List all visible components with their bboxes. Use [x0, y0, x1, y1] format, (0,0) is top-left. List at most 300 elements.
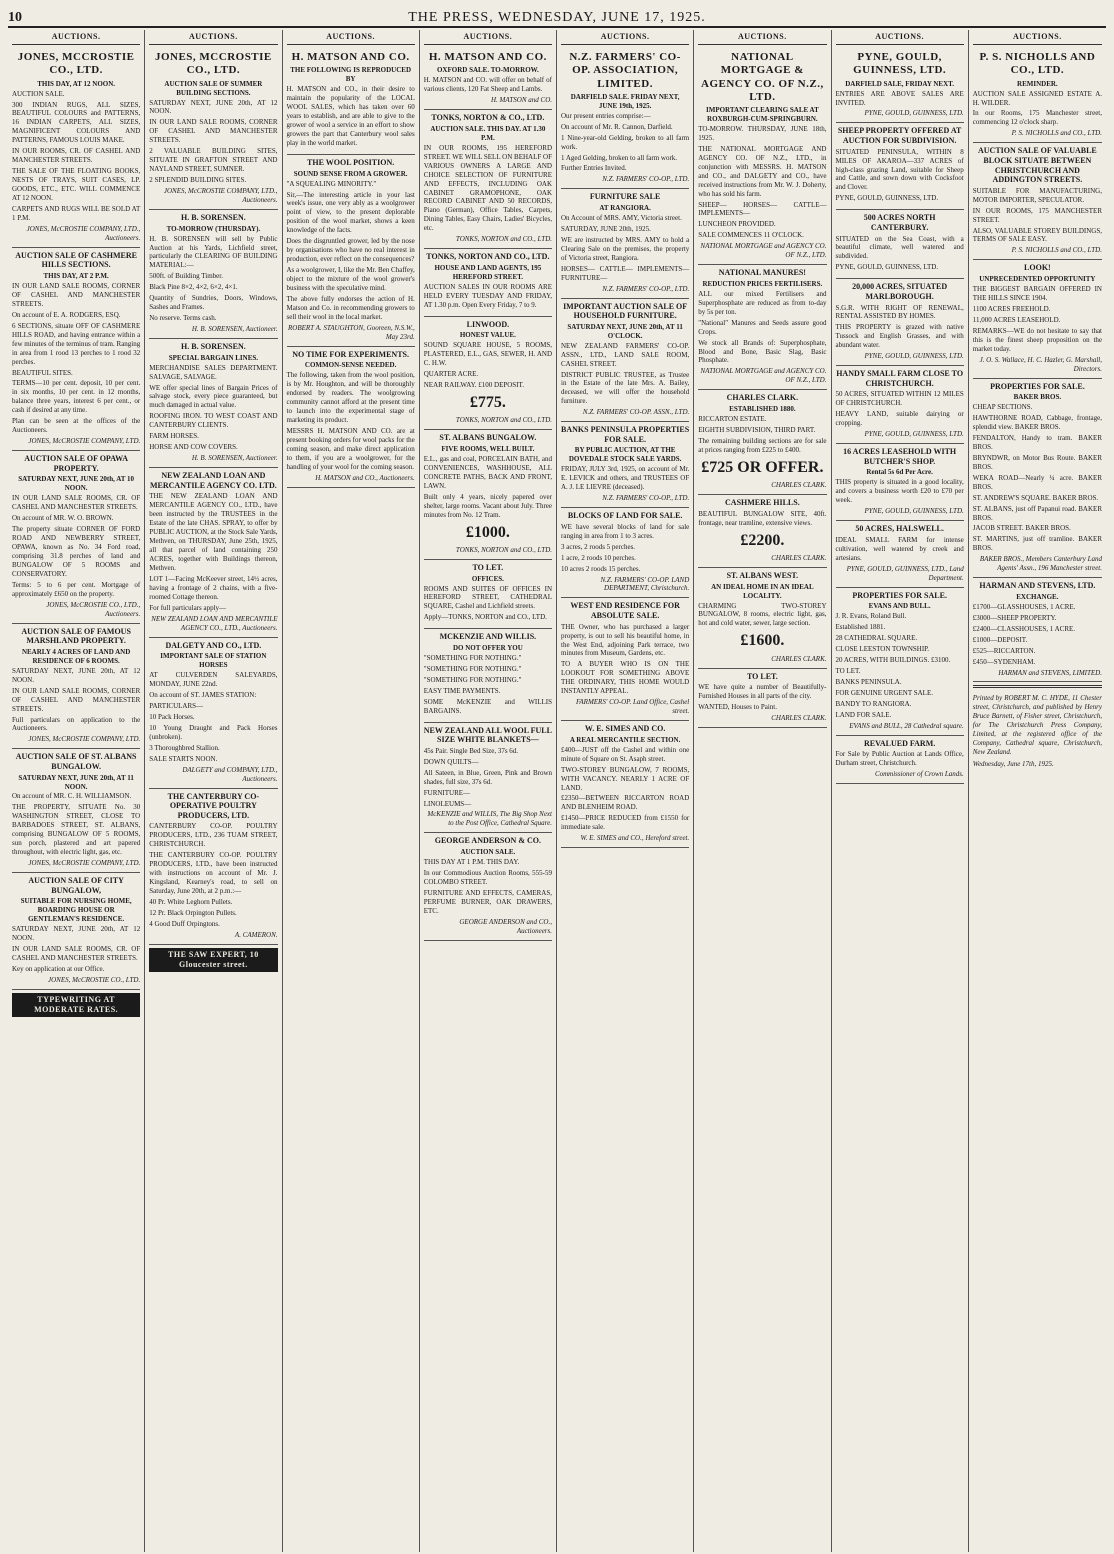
ad-paragraph: E.L., gas and coal, PORCELAIN BATH, and CONVENIENCES, WASHHOUSE, ALL CONCRETE PATHS, BACK AND FRONT, LAWN. — [423, 454, 552, 490]
ad-signature: NEW ZEALAND LOAN AND MERCANTILE AGENCY CO., LTD., Auctioneers. — [151, 614, 278, 632]
advertisement — [561, 508, 689, 598]
ad-subheading: BAKER BROS. — [1013, 393, 1062, 402]
ad-paragraph: CLOSE LEESTON TOWNSHIP. — [835, 644, 930, 653]
ad-paragraph: THE Owner, who has purchased a larger property, is out to sell his beautiful home, in the West End, adjoining Park terrace, two minutes from Museum, Gardens, etc. — [561, 622, 690, 658]
ad-subheading: UNPRECEDENTED OPPORTUNITY — [979, 274, 1096, 283]
ad-signature: EVANS and BULL, 28 Cathedral square. — [849, 721, 964, 730]
ad-subheading: IMPORTANT SALE OF STATION HORSES — [160, 652, 267, 670]
ad-paragraph: 11,000 ACRES LEASEHOLD. — [972, 315, 1061, 324]
ad-paragraph: £3000—SHEEP PROPERTY. — [972, 613, 1057, 622]
ad-subheading: DO NOT OFFER YOU — [452, 643, 523, 652]
ad-subheading: REMINDER. — [1017, 79, 1058, 88]
ad-paragraph: IN OUR LAND SALE ROOMS, CR. OF CASHEL AND MANCHESTER STREETS. — [12, 945, 141, 962]
ad-heading: N.Z. FARMERS' CO-OP. ASSOCIATION, LIMITED. — [569, 51, 681, 90]
ad-paragraph: THE PROPERTY, SITUATE No. 30 WASHINGTON STREET, CLOSE TO BARBADOES STREET, ST. ALBANS, comprising BUNGALOW OF 5 ROOMS, sun porch, plastered and art papered throughout, with electric light, gas, etc. — [12, 803, 141, 857]
ad-paragraph: IN OUR LAND SALE ROOMS, CORNER OF CASHEL AND MANCHESTER STREETS. — [12, 281, 141, 308]
ad-paragraph: S.G.R. WITH RIGHT OF RENEWAL, RENTAL ASSISTED BY HOMES. — [835, 303, 964, 321]
ad-signature: HARMAN and STEVENS, LIMITED. — [998, 668, 1102, 677]
ad-paragraph: TO A BUYER WHO IS ON THE LOOKOUT FOR SOMETHING ABOVE THE ORDINARY, THIS HOME WOULD INSTANTLY APPEAL. — [561, 660, 690, 696]
advertisement — [149, 789, 277, 945]
advertisement — [149, 638, 277, 789]
ad-heading: LINWOOD. — [466, 319, 510, 329]
ad-paragraph: 1100 ACRES FREEHOLD. — [972, 304, 1051, 313]
ad-signature: TONKS, NORTON and CO., LTD. — [455, 416, 552, 425]
ad-paragraph: WE offer special lines of Bargain Prices of salvage stock, every piece guaranteed, but much damaged in actual value. — [149, 383, 278, 410]
ad-heading: BANKS PENINSULA PROPERTIES FOR SALE. — [561, 425, 690, 444]
ad-paragraph: 4 Good Duff Orpingtons. — [149, 919, 220, 928]
ad-heading: THE CANTERBURY CO-OPERATIVE POULTRY PRODUCERS, LTD. — [167, 791, 260, 820]
advertisement — [698, 568, 826, 669]
ad-paragraph: EASY TIME PAYMENTS. — [423, 686, 501, 695]
ad-paragraph: THE CANTERBURY CO-OP. POULTRY PRODUCERS, LTD., have been instructed with instructions on account of Mr. J. Kingsland, Kearney's road, to sell on Saturday, June 20th, at 2 p.m.:— — [149, 851, 278, 896]
ad-signature: P. S. NICHOLLS and CO., LTD. — [1011, 129, 1102, 138]
ad-paragraph: NEAR RAILWAY. £100 DEPOSIT. — [423, 380, 525, 389]
ad-price: £725 OR OFFER. — [701, 458, 824, 476]
ad-paragraph: Terms: 5 to 6 per cent. Mortgage of approximately £650 on the property. — [12, 580, 141, 598]
ad-paragraph: IN OUR LAND SALE ROOMS, CORNER OF CASHEL AND MANCHESTER STREETS. — [12, 686, 141, 713]
advertisement — [424, 430, 552, 560]
ad-paragraph: RICCARTON ESTATE. — [698, 414, 767, 423]
ad-paragraph: IN OUR LAND SALE ROOMS, CR. OF CASHEL AND MANCHESTER STREETS. — [12, 494, 141, 512]
column-6 — [694, 30, 831, 1552]
advertisement — [424, 249, 552, 316]
ad-heading: W. E. SIMES AND CO. — [584, 724, 666, 734]
ad-paragraph: £400—JUST off the Cashel and within one minute of Square on St. Asaph street. — [561, 745, 690, 763]
ad-paragraph: Full particulars on application to the Auctioneers. — [12, 715, 141, 733]
ad-paragraph: AUCTION SALE ASSIGNED ESTATE A. H. WILDER. — [972, 89, 1102, 107]
ad-subheading: OFFICES. — [471, 574, 504, 583]
ad-heading: WEST END RESIDENCE FOR ABSOLUTE SALE. — [570, 601, 680, 621]
ad-paragraph: AUCTION SALE. — [12, 89, 65, 98]
ad-paragraph: Key on application at our Office. — [12, 964, 105, 973]
ad-paragraph: BANKS PENINSULA. — [835, 677, 902, 686]
ad-paragraph: EIGHTH SUBDIVISION, THIRD PART. — [698, 425, 816, 434]
ad-paragraph: TERMS—10 per cent. deposit, 10 per cent. in six months, 10 per cent. in 12 months, balance three years, interest 6 per cent., or cash if desired at any time. — [12, 379, 141, 415]
ad-paragraph: Does the disgruntled grower, led by the nose by organisations who have no real interest in production, ever reflect on the consequences? — [286, 237, 415, 264]
ad-paragraph: £2350—BETWEEN RICCARTON ROAD AND BLENHEIM ROAD. — [561, 794, 690, 812]
ad-signature: Commissioner of Crown Lands. — [874, 770, 964, 779]
ad-paragraph: 40 Pr. White Leghorn Pullets. — [149, 898, 233, 907]
ad-heading: ST. ALBANS WEST. — [726, 571, 799, 581]
ad-signature: W. E. SIMES and CO., Hereford street. — [580, 834, 690, 843]
ad-signature: JONES, McCROSTIE CO., LTD., Auctioneers. — [46, 600, 141, 618]
ad-signature: BAKER BROS., Members Canterbury Land Agents' Assn., 196 Manchester street. — [979, 555, 1102, 573]
column-3 — [283, 30, 420, 1552]
ad-paragraph: WE are instructed by MRS. AMY to hold a Clearing Sale on the premises, the property of Victoria street, Rangiora. — [561, 235, 690, 262]
ad-subheading: EVANS AND BULL. — [868, 602, 931, 611]
ad-subheading: SATURDAY NEXT, JUNE 20th, AT 10 NOON. — [18, 475, 135, 493]
ad-subheading: DARFIELD SALE. FRIDAY NEXT, JUNE 19th, 1925. — [570, 92, 680, 110]
ad-paragraph: CANTERBURY CO-OP. POULTRY PRODUCERS, LTD., 236 TUAM STREET, CHRISTCHURCH. — [149, 822, 278, 849]
page-number: 10 — [8, 10, 22, 25]
advertisement — [287, 347, 415, 488]
ad-heading: NATIONAL MANURES! — [718, 268, 806, 278]
advertisement — [698, 48, 826, 265]
ad-subheading: TO-MORROW (THURSDAY). — [166, 224, 261, 233]
ad-paragraph: J. R. Evans, Roland Bull. — [835, 612, 907, 621]
ad-signature: JONES, McCROSTIE CO., LTD. — [48, 975, 141, 984]
ad-paragraph: HORSE AND COW COVERS. — [149, 443, 238, 452]
ad-signature: JONES, McCROSTIE COMPANY, LTD., Auctioneers. — [26, 224, 141, 242]
ad-paragraph: SATURDAY NEXT, JUNE 20th, AT 12 NOON. — [12, 666, 141, 684]
ad-paragraph: THIS DAY AT 1 P.M. THIS DAY. — [423, 857, 520, 866]
ad-heading: JONES, MCCROSTIE CO., LTD. — [17, 51, 135, 77]
imprint-date: Wednesday, June 17th, 1925. — [972, 760, 1054, 769]
ad-paragraph: £525—RICCARTON. — [972, 646, 1036, 655]
ad-heading: TONKS, NORTON AND CO., LTD. — [426, 252, 550, 262]
ad-heading: PROPERTIES FOR SALE. — [990, 381, 1085, 391]
ad-heading: AUCTION SALE OF FAMOUS MARSHLAND PROPERTY. — [21, 626, 131, 646]
advertisement — [973, 143, 1102, 260]
ad-paragraph: On account of MR. C. H. WILLIAMSON. — [12, 792, 132, 801]
ad-paragraph: Established 1881. — [835, 623, 886, 631]
ad-subheading: EXCHANGE. — [1016, 592, 1059, 601]
ad-paragraph: IN OUR ROOMS, 195 HEREFORD STREET. WE WILL SELL ON BEHALF OF VARIOUS OWNERS A LARGE AND CHOICE SELECTION OF FURNITURE AND EFFECTS, INCLUDING OAK CABINET GRAMOPHONE, OAK RECORD CABINET AND 50 RECORDS, Piano (German), Office Tables, Carpets, Dining Tables, Easy Chairs, Ladies' Bicycles, etc. — [423, 143, 552, 233]
ad-heading: MCKENZIE AND WILLIS. — [439, 632, 537, 642]
ad-paragraph: SATURDAY NEXT, JUNE 20th, AT 12 NOON. — [149, 98, 278, 116]
masthead — [8, 4, 1106, 28]
ad-paragraph: On Account of MRS. AMY, Victoria street. — [561, 213, 682, 222]
ad-paragraph: £450—SYDENHAM. — [972, 657, 1036, 666]
ad-signature: ROBERT A. STAUGHTON, Gooreen, N.S.W., May 23rd. — [288, 323, 415, 341]
ad-signature: TONKS, NORTON and CO., LTD. — [455, 546, 552, 554]
ad-paragraph: On account of E. A. RODGERS, ESQ. — [12, 310, 121, 319]
ad-signature: H. MATSON and CO. — [491, 96, 552, 105]
ad-paragraph: DISTRICT PUBLIC TRUSTEE, as Trustee in the Estate of the late Mrs. A. Bailey, deceased, we will offer the household furniture. — [561, 370, 690, 406]
ad-price: £775. — [469, 393, 506, 411]
ad-paragraph: ST. MARTINS, just off tramline. BAKER BROS. — [972, 535, 1102, 553]
ad-paragraph: LOT 1—Facing McKeever street, 14½ acres, having a frontage of 2 chains, with a five-roomed Cottage thereon. — [149, 574, 278, 601]
ad-signature: GEORGE ANDERSON and CO., Auctioneers. — [459, 917, 552, 935]
advertisement — [836, 521, 964, 587]
ad-paragraph: 500ft. of Building Timber. — [149, 272, 223, 281]
ad-paragraph: No reserve. Terms cash. — [149, 314, 217, 323]
ad-paragraph: We stock all Brands of: Superphosphate, Blood and Bone, Basic Slag, Basic Phosphate. — [698, 338, 827, 365]
ad-signature: N.Z. FARMERS' CO-OP., LTD. — [602, 284, 690, 293]
ad-paragraph: ST. ALBANS, just off Papanui road. BAKER BROS. — [972, 504, 1102, 522]
ad-paragraph: 12 Pr. Black Orpington Pullets. — [149, 908, 237, 917]
ad-paragraph: "SOMETHING FOR NOTHING." — [423, 675, 522, 684]
advertisement — [12, 48, 140, 248]
ad-heading: BLOCKS OF LAND FOR SALE. — [567, 511, 683, 521]
ad-signature: JONES, McCROSTIE COMPANY, LTD. — [28, 437, 141, 446]
ad-heading: H. MATSON AND CO. — [291, 51, 410, 64]
ad-paragraph: NEW ZEALAND FARMERS' CO-OP. ASSN., LTD., LAND SALE ROOM, CASHEL STREET. — [561, 341, 690, 368]
ad-paragraph: 10 Young Draught and Pack Horses (unbroken). — [149, 723, 278, 741]
ad-paragraph: Further Entries Invited. — [561, 164, 627, 173]
ad-subheading: NEARLY 4 ACRES OF LAND AND RESIDENCE OF 6 ROOMS. — [21, 647, 131, 665]
advertisement — [836, 366, 964, 444]
column-header: AUCTIONS. — [149, 30, 277, 45]
ad-paragraph: On account of Mr. R. Cannon, Darfield. — [561, 122, 673, 131]
ad-paragraph: PYNE, GOULD, GUINNESS, LTD. — [835, 263, 939, 272]
ad-subheading: DARFIELD SALE, FRIDAY NEXT. — [845, 79, 955, 88]
advertisement — [149, 468, 277, 637]
ad-paragraph: 28 CATHEDRAL SQUARE. — [835, 633, 918, 642]
ad-subheading: IMPORTANT CLEARING SALE AT ROXBURGH-CUM-SPRINGBURN. — [706, 105, 819, 123]
advertisement — [561, 299, 689, 423]
ad-paragraph: AT CULVERDEN SALEYARDS, MONDAY, JUNE 22nd. — [149, 671, 278, 689]
ad-paragraph: LUNCHEON PROVIDED. — [698, 220, 776, 229]
advertisement — [698, 669, 826, 728]
ad-paragraph: IDEAL SMALL FARM for intense cultivation, well watered by creek and artesians. — [835, 535, 964, 562]
ad-paragraph: CARPETS AND RUGS WILL BE SOLD AT 1 P.M. — [12, 205, 141, 222]
column-header: AUCTIONS. — [561, 30, 689, 45]
ad-heading: DALGETY AND CO., LTD. — [165, 640, 262, 650]
advertisement — [12, 749, 140, 873]
ad-signature: PYNE, GOULD, GUINNESS, LTD. — [864, 507, 964, 516]
ad-paragraph: SITUATED PENINSULA, WITHIN 8 MILES OF AKAROA—337 ACRES of high-class grazing Land, suitable for Sheep and Cattle, and sown down with Cocksfoot and Clover. — [835, 147, 964, 192]
advertisement — [424, 48, 552, 110]
ad-subheading: REDUCTION PRICES FERTILISERS. — [702, 279, 823, 288]
ad-signature: NATIONAL MORTGAGE and AGENCY CO. OF N.Z., LTD. — [700, 242, 827, 260]
ad-heading: CHARLES CLARK. — [726, 393, 799, 403]
ad-subheading: OXFORD SALE. TO-MORROW. — [436, 66, 539, 75]
ad-heading: NATIONAL MORTGAGE & AGENCY CO. OF N.Z., LTD. — [701, 51, 824, 103]
ad-paragraph: "SOMETHING FOR NOTHING." — [423, 653, 522, 662]
column-header: AUCTIONS. — [973, 30, 1102, 45]
ad-paragraph: SALE COMMENCES 11 O'CLOCK. — [698, 231, 804, 240]
ad-heading: PROPERTIES FOR SALE. — [852, 590, 947, 600]
ad-paragraph: SITUATED on the Sea Coast, with a beautiful climate, well watered and subdivided. — [835, 234, 964, 261]
ad-subheading: THE FOLLOWING IS REPRODUCED BY — [290, 66, 412, 84]
ad-signature: JONES, McCROSTIE COMPANY, LTD. — [28, 859, 141, 868]
ad-paragraph: PARTICULARS— — [149, 702, 204, 710]
ad-signature: P. S. NICHOLLS and CO., LTD. — [1011, 246, 1102, 255]
ad-heading: TO LET. — [472, 562, 504, 572]
ad-paragraph: 50 ACRES, SITUATED WITHIN 12 MILES OF CHRISTCHURCH. — [835, 390, 964, 408]
ad-signature: H. B. SORENSEN, Auctioneer. — [191, 454, 278, 463]
ad-subheading: A REAL MERCANTILE SECTION. — [569, 735, 681, 744]
ad-heading: HARMAN AND STEVENS, LTD. — [979, 581, 1096, 591]
ad-paragraph: IN OUR ROOMS, CR. OF CASHEL AND MANCHESTER STREETS. — [12, 147, 141, 165]
ad-subheading: SOUND SENSE FROM A GROWER. — [293, 169, 408, 178]
ad-signature: NATIONAL MORTGAGE and AGENCY CO. OF N.Z., LTD. — [700, 367, 827, 385]
ad-paragraph: THE SALE OF THE FLOATING BOOKS, NESTS OF TRAYS, SUIT CASES, LP. GOODS, ETC., ETC. WILL COMMENCE AT 12 NOON. — [12, 167, 141, 203]
ad-paragraph: FARM HORSES. — [149, 432, 199, 441]
advertisement — [836, 48, 964, 123]
ad-paragraph: THIS PROPERTY is grazed with native Tussock and English Grasses, and with abundant water. — [835, 323, 964, 350]
ad-paragraph: SATURDAY NEXT, JUNE 20th, AT 12 NOON. — [12, 925, 141, 943]
ad-paragraph: SATURDAY, JUNE 20th, 1925. — [561, 224, 651, 233]
ad-paragraph: The remaining building sections are for sale at prices ranging from £225 to £400. — [698, 436, 827, 454]
ad-paragraph: WE have quite a number of Beautifully-Furnished Houses in all parts of the city. — [698, 683, 827, 701]
ad-heading: LOOK! — [1024, 263, 1051, 273]
ad-heading: H. MATSON AND CO. — [428, 51, 547, 64]
ad-signature: N.Z. FARMERS' CO-OP., LTD. — [602, 494, 690, 503]
advertisement — [149, 210, 277, 339]
advertisement — [12, 451, 140, 623]
advertisement — [561, 721, 689, 848]
ad-price: £1000. — [465, 523, 510, 541]
ad-signature: JONES, McCROSTIE COMPANY, LTD., Auctioneers. — [163, 187, 278, 205]
ad-price: £2200. — [740, 531, 785, 549]
ad-subheading: SATURDAY NEXT, JUNE 20th, AT 11 NOON. — [18, 773, 134, 791]
ad-paragraph: £2400—CLASSHOUSES, 1 ACRE. — [972, 624, 1076, 633]
ad-paragraph: LINOLEUMS— — [423, 799, 472, 808]
advertisement — [698, 265, 826, 390]
advertisement — [836, 444, 964, 521]
ad-paragraph: REMARKS—WE do not hesitate to say that this is the finest sheep proposition on the market today. — [972, 326, 1102, 353]
ad-paragraph: "A SQUEALING MINORITY." — [286, 179, 377, 188]
ad-heading: H. B. SORENSEN. — [181, 342, 246, 352]
ad-paragraph: £1450—PRICE REDUCED from £1550 for immediate sale. — [561, 814, 690, 832]
ad-paragraph: "National" Manures and Seeds assure good Crops. — [698, 318, 827, 336]
ad-heading: NEW ZEALAND LOAN AND MERCANTILE AGENCY CO. LTD. — [149, 471, 277, 490]
ad-heading: NEW ZEALAND ALL WOOL FULL SIZE WHITE BLANKETS— — [423, 725, 552, 745]
advertisement — [836, 736, 964, 784]
ad-heading: IMPORTANT AUCTION SALE OF HOUSEHOLD FURNITURE. — [563, 301, 688, 321]
ad-paragraph: THE NATIONAL MORTGAGE AND AGENCY CO. OF N.Z., LTD., in conjunction with MESSRS. H. MATSON and CO., and DALGETY and CO., have received instructions from Mr. W. J. Doherty, who has sold his farm. — [698, 144, 827, 198]
ad-paragraph: ALSO, VALUABLE STOREY BUILDINGS, TERMS OF SALE EASY. — [972, 226, 1102, 244]
newspaper-title: THE PRESS, WEDNESDAY, JUNE 17, 1925. — [408, 10, 706, 25]
ad-paragraph: TWO-STOREY BUNGALOW, 7 ROOMS, WITH VACANCY. NEARLY 1 ACRE OF LAND. — [561, 765, 690, 792]
columns — [8, 30, 1106, 1552]
advertisement — [424, 110, 552, 249]
ad-paragraph: DOWN QUILTS— — [423, 757, 479, 766]
ad-paragraph: 3 Thoroughbred Stallion. — [149, 743, 220, 752]
ad-heading: GEORGE ANDERSON & CO. — [434, 836, 541, 846]
ad-signature: J. O. S. Wallace, H. C. Hazler, G. Marshall, Directors. — [979, 355, 1102, 373]
advertisement — [836, 279, 964, 366]
ad-paragraph: BANDY TO RANGIORA. — [835, 699, 912, 708]
ad-signature: PYNE, GOULD, GUINNESS, LTD. — [864, 109, 964, 118]
ad-paragraph: 10 acres 2 roods 15 perches. — [561, 564, 641, 573]
ad-paragraph: BEAUTIFUL SITES. — [12, 368, 73, 377]
column-5 — [557, 30, 694, 1552]
advertisement — [424, 560, 552, 629]
ad-paragraph: THE BIGGEST BARGAIN OFFERED IN THE HILLS SINCE 1904. — [972, 284, 1102, 302]
ad-subheading: AN IDEAL HOME IN AN IDEAL LOCALITY. — [711, 582, 814, 600]
ad-signature: N.Z. FARMERS' CO-OP., LTD. — [602, 175, 690, 184]
ad-subheading: COMMON-SENSE NEEDED. — [304, 361, 397, 370]
ad-signature: JONES, McCROSTIE COMPANY, LTD. — [28, 735, 141, 744]
advertisement — [561, 48, 689, 189]
ad-heading: JONES, MCCROSTIE CO., LTD. — [154, 51, 272, 77]
ad-subheading: HOUSE AND LAND AGENTS, 195 HEREFORD STREET. — [434, 263, 542, 281]
ad-heading: REVALUED FARM. — [863, 738, 936, 748]
ad-signature: CHARLES CLARK. — [771, 654, 827, 663]
ad-subheading: THIS DAY, AT 2 P.M. — [43, 272, 109, 280]
ad-paragraph: TO LET. — [835, 666, 861, 675]
ad-signature: CHARLES CLARK. — [771, 714, 827, 723]
ad-paragraph: IN OUR LAND SALE ROOMS, CORNER OF CASHEL AND MANCHESTER STREETS. — [149, 118, 278, 145]
ad-signature: DALGETY and COMPANY, LTD., Auctioneers. — [182, 765, 278, 783]
column-1 — [8, 30, 145, 1552]
ad-paragraph: ROOMS AND SUITES OF OFFICES IN HEREFORD STREET, CATHEDRAL SQUARE, Cashel and Lichfield streets. — [423, 584, 552, 611]
ad-paragraph: FURNITURE AND EFFECTS, CAMERAS, PERFUME BURNER, OAK DRAWERS, ETC. — [423, 888, 552, 915]
ad-paragraph: In our Rooms, 175 Manchester street, commencing 12 o'clock sharp. — [972, 109, 1102, 127]
ad-signature: TONKS, NORTON and CO., LTD. — [455, 235, 552, 244]
ad-paragraph: WANTED, Houses to Paint. — [698, 703, 777, 712]
ad-signature: N.Z. FARMERS' CO-OP. LAND DEPARTMENT, Christchurch. — [600, 575, 690, 593]
ad-signature: McKENZIE and WILLIS, The Big Shop Next to the Post Office, Cathedral Square. — [427, 810, 552, 828]
ad-paragraph: SUITABLE FOR MANUFACTURING, MOTOR IMPORTER, SPECULATOR. — [972, 186, 1102, 204]
ad-subheading: AUCTION SALE OF SUMMER BUILDING SECTIONS. — [164, 79, 263, 97]
advertisement — [836, 588, 964, 736]
ad-paragraph: FRIDAY, JULY 3rd, 1925, on account of Mr. E. LEVICK and others, and TRUSTEES OF A. J. LE LIEVRE (deceased). — [561, 465, 690, 492]
advertisement — [424, 723, 552, 834]
advertisement — [287, 48, 415, 155]
ad-paragraph: ENTRIES ARE ABOVE SALES ARE INVITED. — [835, 89, 964, 107]
ad-paragraph: WE have several blocks of land for sale ranging in area from 1 to 3 acres. — [561, 522, 690, 540]
ad-paragraph: CHARMING TWO-STOREY BUNGALOW, 8 rooms, electric light, gas, hot and cold water, sewer, large section. — [698, 601, 827, 628]
ad-paragraph: IN OUR ROOMS, 175 MANCHESTER STREET. — [972, 206, 1102, 224]
ad-paragraph: FENDALTON, Handy to tram. BAKER BROS. — [972, 433, 1102, 451]
ad-heading: P. S. NICHOLLS AND CO., LTD. — [979, 51, 1096, 77]
ad-paragraph: ALL our mixed Fertilisers and Superphosphate are reduced as from to-day by 5s per ton. — [698, 289, 827, 316]
ad-subheading: FIVE ROOMS, WELL BUILT. — [441, 444, 535, 453]
column-header: AUCTIONS. — [287, 30, 415, 45]
ad-price: £1600. — [740, 632, 785, 650]
ad-subheading: SPECIAL BARGAIN LINES. — [168, 353, 259, 362]
ad-signature: PYNE, GOULD, GUINNESS, LTD., Land Department. — [846, 564, 964, 582]
ad-signature: PYNE, GOULD, GUINNESS, LTD. — [864, 352, 964, 361]
ad-paragraph: £1000—DEPOSIT. — [972, 635, 1028, 644]
ad-signature: CHARLES CLARK. — [771, 481, 827, 490]
ad-banner: TYPEWRITING AT MODERATE RATES. — [12, 993, 140, 1017]
ad-paragraph: On account of ST. JAMES STATION: — [149, 691, 257, 700]
ad-heading: ST. ALBANS BUNGALOW. — [439, 433, 537, 443]
column-header: AUCTIONS. — [424, 30, 552, 45]
ad-signature: H. MATSON and CO., Auctioneers. — [315, 473, 415, 482]
ad-subheading: SATURDAY NEXT, JUNE 20th, AT 11 O'CLOCK. — [567, 322, 683, 340]
ad-paragraph: The above fully endorses the action of H. Matson and Co. in recommending growers to sell their wool in the local market. — [286, 294, 415, 321]
ad-signature: N.Z. FARMERS' CO-OP. ASSN., LTD. — [582, 408, 690, 417]
ad-paragraph: 10 Pack Horses. — [149, 712, 195, 721]
ad-paragraph: MERCHANDISE SALES DEPARTMENT. SALVAGE, SALVAGE. — [149, 363, 278, 381]
ad-paragraph: 1 Aged Gelding, broken to all farm work. — [561, 153, 678, 162]
advertisement — [561, 189, 689, 298]
advertisement — [12, 873, 140, 990]
ad-paragraph: 3 acres, 2 roods 5 perches. — [561, 542, 636, 551]
ad-signature: FARMERS' CO-OP. Land Office, Cashel street. — [576, 698, 690, 716]
ad-signature: A. CAMERON. — [234, 930, 278, 939]
ad-subheading: AUCTION SALE. THIS DAY. AT 1.30 P.M. — [430, 124, 546, 142]
column-4 — [420, 30, 557, 1552]
ad-paragraph: Plan can be seen at the offices of the Auctioneers. — [12, 417, 141, 435]
ad-paragraph: In our Commodious Auction Rooms, 555-59 COLOMBO STREET. — [423, 868, 552, 886]
ad-signature: PYNE, GOULD, GUINNESS, LTD. — [864, 430, 964, 439]
ad-paragraph: FOR GENUINE URGENT SALE. — [835, 688, 933, 697]
advertisement — [973, 260, 1102, 378]
ad-paragraph: 6 SECTIONS, situate OFF OF CASHMERE HILLS ROAD, and having entrance within a few minutes of the terminus of tram. Ranging in area from 1 rood 13 perches to 1 rood 32 perches. — [12, 321, 141, 366]
ad-paragraph: HORSES— CATTLE— IMPLEMENTS— FURNITURE— — [561, 264, 690, 282]
ad-heading: AUCTION SALE OF ST. ALBANS BUNGALOW. — [15, 752, 137, 771]
ad-subheading: AT RANGIORA. — [599, 203, 651, 212]
ad-heading: 50 ACRES, HALSWELL. — [855, 524, 944, 534]
ad-paragraph: Quantity of Sundries, Doors, Windows, Sashes and Frames. — [149, 294, 278, 312]
advertisement — [12, 248, 140, 451]
column-header: AUCTIONS. — [698, 30, 826, 45]
ad-paragraph: SALE STARTS NOON. — [149, 754, 218, 763]
ad-paragraph: THE NEW ZEALAND LOAN AND MERCANTILE AGENCY CO., LTD., have been instructed by the TRUSTEES in the Estate of the late CHAS. SPRAY, to offer by PUBLIC AUCTION, at the Stock Sale Yards, Methven, on THURSDAY, June 25th, 1925, all that parcel of land containing 250 ACRES, together with Buildings thereon, Methven. — [149, 492, 278, 572]
ad-heading: TONKS, NORTON & CO., LTD. — [431, 113, 545, 123]
ad-paragraph: SOUND SQUARE HOUSE, 5 ROOMS, PLASTERED, E.L., GAS, SEWER, H. AND C. H.W. — [423, 341, 552, 368]
ad-paragraph: SHEEP— HORSES— CATTLE— IMPLEMENTS— — [698, 200, 827, 218]
advertisement — [836, 210, 964, 279]
ad-paragraph: MESSRS H. MATSON AND CO. are at present booking orders for wool packs for the coming season, and make direct application to them, if you are a woolgrower, for the handling of your wool for the coming season. — [286, 427, 415, 471]
ad-heading: AUCTION SALE OF CITY BUNGALOW, — [28, 876, 124, 895]
ad-heading: AUCTION SALE OF OPAWA PROPERTY. — [24, 454, 129, 473]
ad-paragraph: ST. ANDREW'S SQUARE. BAKER BROS. — [972, 493, 1099, 502]
advertisement — [287, 155, 415, 347]
ad-paragraph: The property situate CORNER OF FORD ROAD AND NEWBERRY STREET, OPAWA, known as No. 34 Ford road, comprising 31.8 perches of land and BUNGALOW OF 5 ROOMS and CONSERVATORY. — [12, 525, 141, 578]
advertisement — [149, 339, 277, 468]
advertisement — [698, 390, 826, 495]
ad-paragraph: Sir,—The interesting article in your last week's issue, one very ably as a woolgrower point of view, to the present deplorable position of the wool market, shows a keen knowledge of the facts. — [286, 190, 415, 235]
column-8 — [969, 30, 1106, 1552]
